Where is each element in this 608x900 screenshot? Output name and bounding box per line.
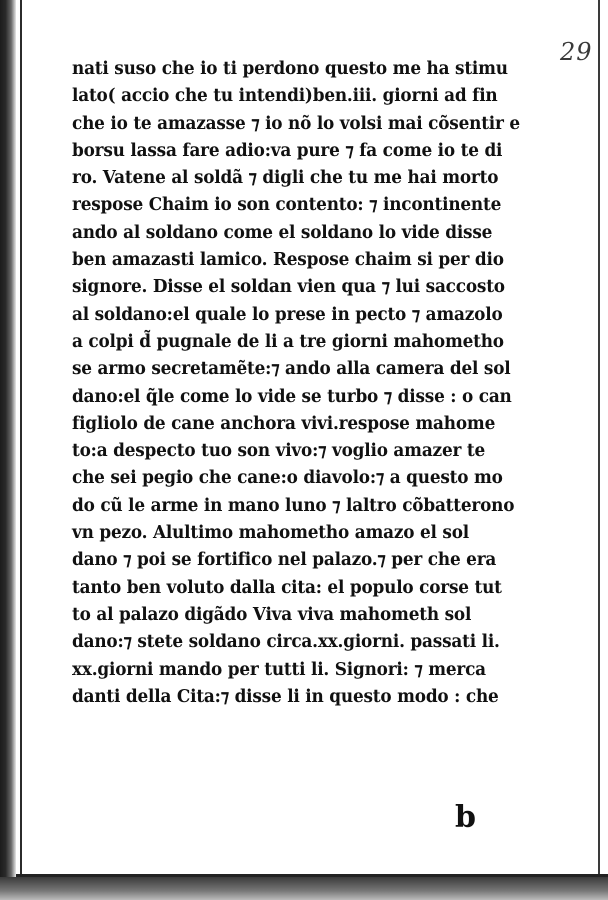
- text-line: do cũ le arme in mano luno ⁊ laltro cõbatterono: [72, 495, 515, 516]
- text-line: che sei pegio che cane:o diavolo:⁊ a questo mo: [72, 468, 503, 489]
- text-line: tanto ben voluto dalla cita: el populo corse tut: [72, 577, 502, 598]
- text-line: xx.giorni mando per tutti li. Signori: ⁊ merca: [72, 659, 486, 680]
- text-line: signore. Disse el soldan vien qua ⁊ lui saccosto: [72, 277, 505, 298]
- text-line: lato( accio che tu intendi)ben.iii. giorni ad fin: [72, 86, 498, 107]
- text-line: che io te amazasse ⁊ io nõ lo volsi mai cõsentir e: [72, 113, 520, 134]
- text-line: al soldano:el quale lo prese in pecto ⁊ amazolo: [72, 304, 503, 325]
- bottom-shadow-band: [0, 877, 608, 900]
- text-line: danti della Cita:⁊ disse li in questo modo : che: [72, 686, 499, 707]
- text-line: dano ⁊ poi se fortifico nel palazo.⁊ per che era: [72, 550, 497, 571]
- text-line: nati suso che io ti perdono questo me ha stimu: [72, 59, 508, 79]
- text-line: respose Chaim io son contento: ⁊ incontinente: [72, 195, 502, 216]
- text-line: se armo secretamẽte:⁊ ando alla camera del sol: [72, 359, 511, 380]
- text-line: ben amazasti lamico. Respose chaim si per dio: [72, 250, 504, 271]
- text-line: dano:⁊ stete soldano circa.xx.giorni. passati li.: [72, 632, 500, 653]
- binding-shadow: [0, 0, 16, 900]
- text-line: to:a despecto tuo son vivo:⁊ voglio amazer te: [72, 441, 486, 462]
- signature-mark: b: [455, 800, 476, 835]
- text-line: a colpi d̃ pugnale de li a tre giorni mahometho: [72, 331, 504, 352]
- text-line: vn pezo. Alultimo mahometho amazo el sol: [72, 523, 469, 544]
- text-line: ro. Vatene al soldã ⁊ digli che tu me hai morto: [72, 168, 499, 189]
- text-line: ando al soldano come el soldano lo vide disse: [72, 222, 493, 243]
- text-line: borsu lassa fare adio:va pure ⁊ fa come io te di: [72, 140, 503, 161]
- text-line: dano:el q̃le come lo vide se turbo ⁊ disse : o can: [72, 386, 512, 407]
- text-line: figliolo de cane anchora vivi.respose mahome: [72, 413, 496, 434]
- text-block: [72, 56, 552, 711]
- folio-number: 29: [560, 38, 593, 66]
- left-border-line: [20, 0, 22, 900]
- right-border-line: [598, 0, 600, 900]
- text-line: to al palazo digãdo Viva viva mahometh sol: [72, 604, 472, 625]
